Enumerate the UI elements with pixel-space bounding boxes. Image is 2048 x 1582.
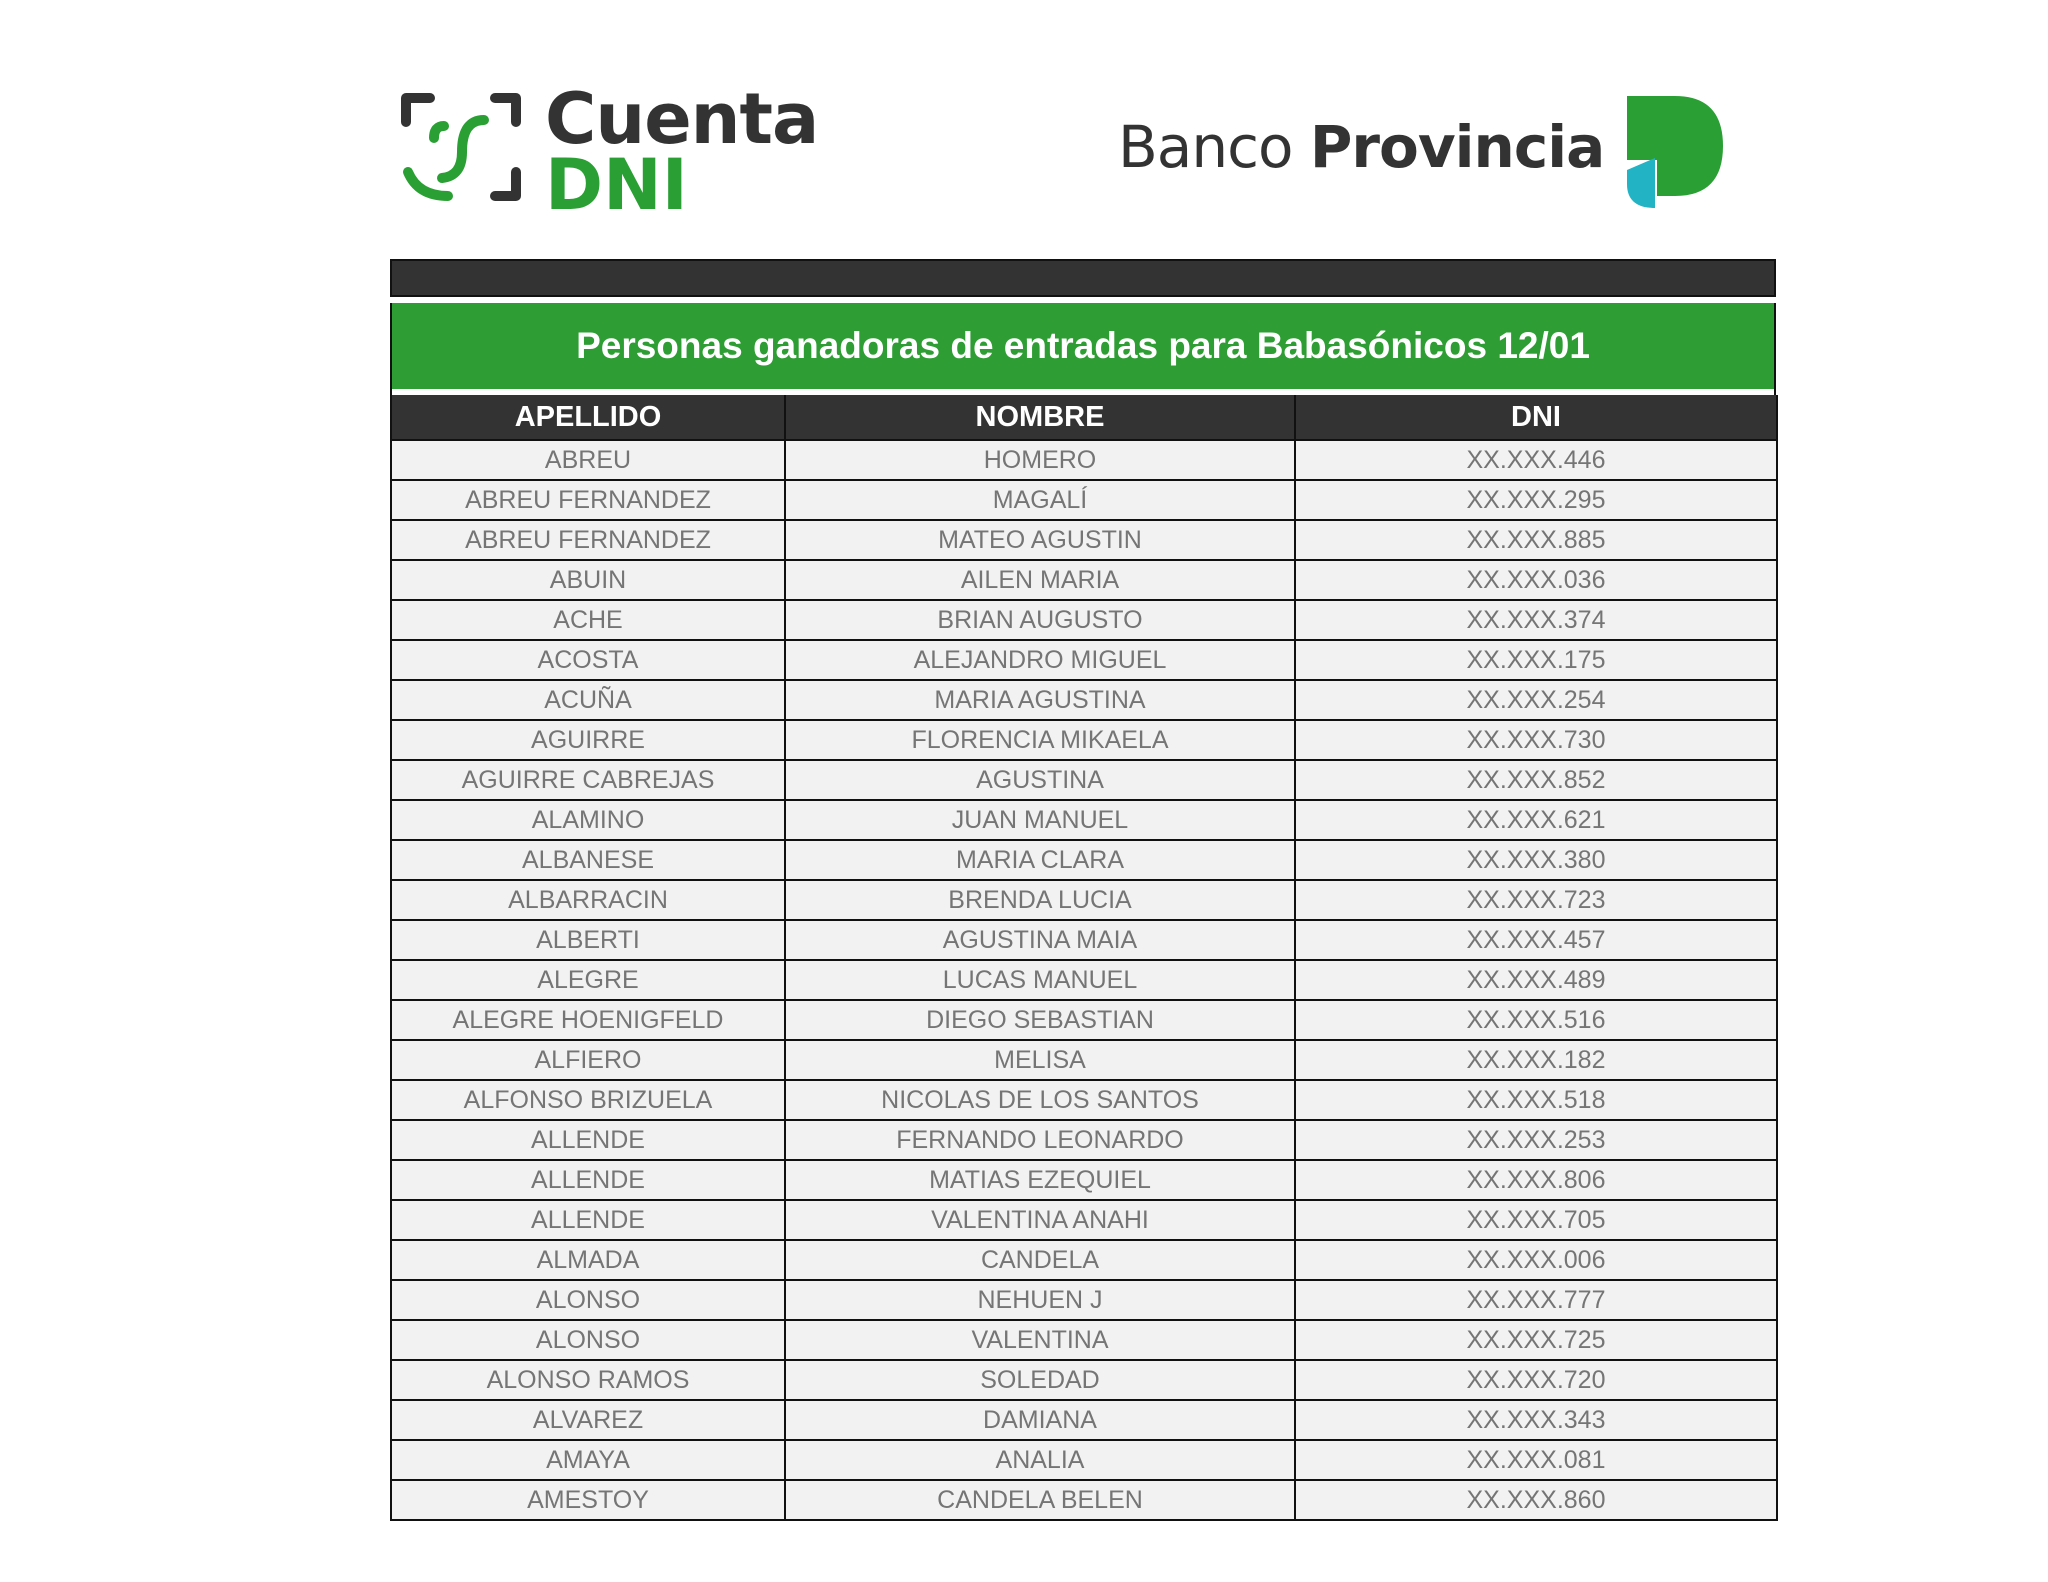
table-row bbox=[391, 1160, 1777, 1200]
cell-apellido: ABREU FERNANDEZ bbox=[391, 520, 785, 560]
table-row bbox=[391, 520, 1777, 560]
cell-nombre: SOLEDAD bbox=[785, 1360, 1295, 1400]
cell-apellido: AGUIRRE bbox=[391, 720, 785, 760]
cell-dni: XX.XXX.860 bbox=[1295, 1480, 1777, 1520]
cell-nombre: MAGALÍ bbox=[785, 480, 1295, 520]
cell-nombre: MATEO AGUSTIN bbox=[785, 520, 1295, 560]
cell-apellido: ALLENDE bbox=[391, 1160, 785, 1200]
cell-nombre: MARIA AGUSTINA bbox=[785, 680, 1295, 720]
cell-apellido: ALBARRACIN bbox=[391, 880, 785, 920]
cell-nombre: VALENTINA ANAHI bbox=[785, 1200, 1295, 1240]
cell-apellido: ALEGRE HOENIGFELD bbox=[391, 1000, 785, 1040]
cell-nombre: MELISA bbox=[785, 1040, 1295, 1080]
winners-table bbox=[390, 395, 1778, 1521]
cell-nombre: AILEN MARIA bbox=[785, 560, 1295, 600]
cell-nombre: MATIAS EZEQUIEL bbox=[785, 1160, 1295, 1200]
cell-dni: XX.XXX.725 bbox=[1295, 1320, 1777, 1360]
cell-apellido: ALONSO RAMOS bbox=[391, 1360, 785, 1400]
table-row bbox=[391, 1200, 1777, 1240]
table-row bbox=[391, 1000, 1777, 1040]
cell-dni: XX.XXX.081 bbox=[1295, 1440, 1777, 1480]
cell-nombre: HOMERO bbox=[785, 440, 1295, 480]
cell-dni: XX.XXX.489 bbox=[1295, 960, 1777, 1000]
cell-nombre: BRENDA LUCIA bbox=[785, 880, 1295, 920]
cell-nombre: NEHUEN J bbox=[785, 1280, 1295, 1320]
cuenta-dni-logo bbox=[400, 78, 820, 226]
table-row bbox=[391, 760, 1777, 800]
dni-wordmark: DNI bbox=[545, 144, 688, 226]
cell-apellido: AMESTOY bbox=[391, 1480, 785, 1520]
column-header-apellido: APELLIDO bbox=[391, 395, 785, 440]
cell-apellido: ACHE bbox=[391, 600, 785, 640]
cell-dni: XX.XXX.343 bbox=[1295, 1400, 1777, 1440]
table-row bbox=[391, 1360, 1777, 1400]
table-row bbox=[391, 920, 1777, 960]
cell-dni: XX.XXX.518 bbox=[1295, 1080, 1777, 1120]
cell-apellido: ABUIN bbox=[391, 560, 785, 600]
provincia-word: Provincia bbox=[1309, 113, 1605, 181]
table-row bbox=[391, 1320, 1777, 1360]
banco-provincia-logo bbox=[1118, 92, 1738, 212]
table-title: Personas ganadoras de entradas para Babasónicos 12/01 bbox=[390, 303, 1776, 389]
cell-apellido: ACOSTA bbox=[391, 640, 785, 680]
cell-dni: XX.XXX.516 bbox=[1295, 1000, 1777, 1040]
cell-dni: XX.XXX.705 bbox=[1295, 1200, 1777, 1240]
cell-nombre: DIEGO SEBASTIAN bbox=[785, 1000, 1295, 1040]
cell-nombre: MARIA CLARA bbox=[785, 840, 1295, 880]
table-row bbox=[391, 680, 1777, 720]
cell-apellido: AMAYA bbox=[391, 1440, 785, 1480]
cell-dni: XX.XXX.885 bbox=[1295, 520, 1777, 560]
cell-apellido: ALONSO bbox=[391, 1280, 785, 1320]
table-row bbox=[391, 640, 1777, 680]
cell-apellido: ALFONSO BRIZUELA bbox=[391, 1080, 785, 1120]
table-row bbox=[391, 480, 1777, 520]
cell-nombre: AGUSTINA bbox=[785, 760, 1295, 800]
table-row bbox=[391, 800, 1777, 840]
cell-apellido: ALBERTI bbox=[391, 920, 785, 960]
cell-nombre: FERNANDO LEONARDO bbox=[785, 1120, 1295, 1160]
cell-apellido: ALFIERO bbox=[391, 1040, 785, 1080]
cell-apellido: ABREU FERNANDEZ bbox=[391, 480, 785, 520]
cell-dni: XX.XXX.723 bbox=[1295, 880, 1777, 920]
table-row bbox=[391, 840, 1777, 880]
table-row bbox=[391, 720, 1777, 760]
cell-apellido: ACUÑA bbox=[391, 680, 785, 720]
table-row bbox=[391, 1040, 1777, 1080]
cell-apellido: ALLENDE bbox=[391, 1200, 785, 1240]
cell-apellido: ALAMINO bbox=[391, 800, 785, 840]
cell-dni: XX.XXX.777 bbox=[1295, 1280, 1777, 1320]
cell-nombre: ANALIA bbox=[785, 1440, 1295, 1480]
cell-dni: XX.XXX.720 bbox=[1295, 1360, 1777, 1400]
cell-dni: XX.XXX.852 bbox=[1295, 760, 1777, 800]
cell-apellido: ALMADA bbox=[391, 1240, 785, 1280]
column-header-nombre: NOMBRE bbox=[785, 395, 1295, 440]
banco-provincia-wordmark bbox=[1118, 113, 1605, 181]
top-dark-bar bbox=[390, 259, 1776, 297]
cell-nombre: AGUSTINA MAIA bbox=[785, 920, 1295, 960]
cell-dni: XX.XXX.295 bbox=[1295, 480, 1777, 520]
table-header-row bbox=[391, 395, 1777, 440]
column-header-dni: DNI bbox=[1295, 395, 1777, 440]
cell-dni: XX.XXX.036 bbox=[1295, 560, 1777, 600]
face-scan-icon bbox=[400, 90, 525, 205]
table-row bbox=[391, 1400, 1777, 1440]
table-row bbox=[391, 1440, 1777, 1480]
cell-dni: XX.XXX.175 bbox=[1295, 640, 1777, 680]
table-row bbox=[391, 600, 1777, 640]
cell-apellido: ALLENDE bbox=[391, 1120, 785, 1160]
cell-dni: XX.XXX.380 bbox=[1295, 840, 1777, 880]
table-row bbox=[391, 1240, 1777, 1280]
cell-dni: XX.XXX.254 bbox=[1295, 680, 1777, 720]
cell-dni: XX.XXX.253 bbox=[1295, 1120, 1777, 1160]
cell-dni: XX.XXX.806 bbox=[1295, 1160, 1777, 1200]
cell-nombre: NICOLAS DE LOS SANTOS bbox=[785, 1080, 1295, 1120]
table-row bbox=[391, 1480, 1777, 1520]
cell-nombre: LUCAS MANUEL bbox=[785, 960, 1295, 1000]
cell-dni: XX.XXX.446 bbox=[1295, 440, 1777, 480]
table-row bbox=[391, 1280, 1777, 1320]
cell-apellido: AGUIRRE CABREJAS bbox=[391, 760, 785, 800]
table-row bbox=[391, 1120, 1777, 1160]
table-row bbox=[391, 880, 1777, 920]
cell-nombre: FLORENCIA MIKAELA bbox=[785, 720, 1295, 760]
cell-dni: XX.XXX.006 bbox=[1295, 1240, 1777, 1280]
cell-nombre: ALEJANDRO MIGUEL bbox=[785, 640, 1295, 680]
cell-nombre: VALENTINA bbox=[785, 1320, 1295, 1360]
cell-apellido: ABREU bbox=[391, 440, 785, 480]
cell-apellido: ALONSO bbox=[391, 1320, 785, 1360]
cell-apellido: ALEGRE bbox=[391, 960, 785, 1000]
cell-nombre: JUAN MANUEL bbox=[785, 800, 1295, 840]
cell-nombre: BRIAN AUGUSTO bbox=[785, 600, 1295, 640]
cell-dni: XX.XXX.182 bbox=[1295, 1040, 1777, 1080]
cell-dni: XX.XXX.457 bbox=[1295, 920, 1777, 960]
table-row bbox=[391, 1080, 1777, 1120]
cell-nombre: CANDELA BELEN bbox=[785, 1480, 1295, 1520]
table-row bbox=[391, 960, 1777, 1000]
banco-word: Banco bbox=[1118, 113, 1293, 181]
cell-dni: XX.XXX.730 bbox=[1295, 720, 1777, 760]
provincia-p-icon bbox=[1615, 92, 1730, 212]
cell-dni: XX.XXX.374 bbox=[1295, 600, 1777, 640]
cuenta-wordmark: Cuenta bbox=[545, 78, 819, 160]
table-row bbox=[391, 560, 1777, 600]
cell-nombre: CANDELA bbox=[785, 1240, 1295, 1280]
cell-apellido: ALVAREZ bbox=[391, 1400, 785, 1440]
winners-sheet bbox=[390, 259, 1776, 1521]
cell-nombre: DAMIANA bbox=[785, 1400, 1295, 1440]
cell-dni: XX.XXX.621 bbox=[1295, 800, 1777, 840]
cell-apellido: ALBANESE bbox=[391, 840, 785, 880]
table-row bbox=[391, 440, 1777, 480]
